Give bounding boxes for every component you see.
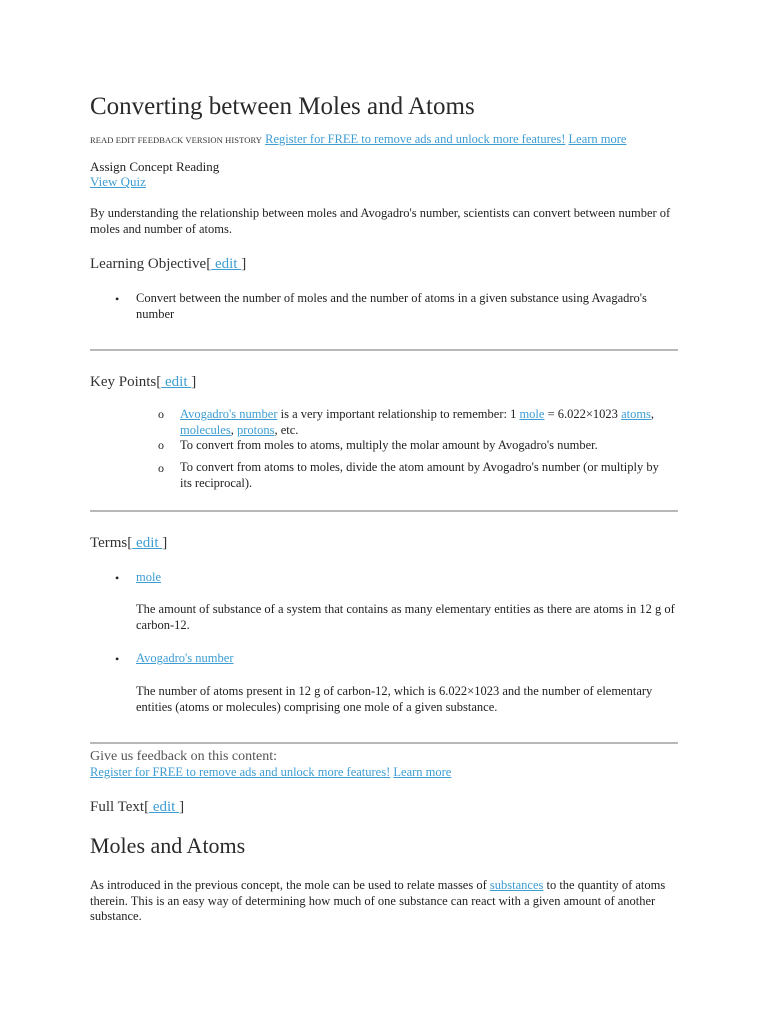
key-point-item: To convert from atoms to moles, divide the atom amount by Avogadro's number (or multiply by its reciprocal). <box>180 460 659 490</box>
mole-link[interactable]: mole <box>519 407 545 421</box>
divider <box>90 742 678 744</box>
register-link[interactable]: Register for FREE to remove ads and unlock more features! <box>265 132 566 146</box>
feedback-label: Give us feedback on this content: <box>90 749 278 764</box>
assign-concept-reading[interactable]: Assign Concept Reading <box>90 159 220 174</box>
molecules-link[interactable]: molecules <box>180 422 231 437</box>
learning-objective-item: Convert between the number of moles and the number of atoms in a given substance using Avagadro's number <box>136 291 647 321</box>
feedback-register-link[interactable]: Register for FREE to remove ads and unlock more features! <box>90 765 391 779</box>
key-point-item: To convert from moles to atoms, multiply the molar amount by Avogadro's number. <box>180 438 598 452</box>
assign-block <box>90 159 219 189</box>
page-title: Converting between Moles and Atoms <box>90 93 475 120</box>
terms-heading: Terms[ edit ] <box>90 535 168 551</box>
protons-link[interactable]: protons <box>236 422 275 437</box>
term-avogadros-number-link[interactable]: Avogadro's number <box>136 651 234 665</box>
circle-bullet-icon: o <box>158 461 164 475</box>
term-definition: The amount of substance of a system that contains as many elementary entities as there are atoms in 12 g of carbon-12. <box>136 602 675 632</box>
toolbar <box>90 131 626 148</box>
feedback-links <box>90 765 451 780</box>
view-quiz-link[interactable]: View Quiz <box>90 174 146 189</box>
divider <box>90 510 678 512</box>
intro-paragraph: By understanding the relationship between moles and Avogadro's number, scientists can convert between number of moles and number of atoms. <box>90 206 671 236</box>
key-point-item: Avogadro's number is a very important relationship to remember: 1 mole = 6.022×1023 atoms, molecules, protons, etc. <box>180 407 655 437</box>
feedback-learn-more-link[interactable]: Learn more <box>393 765 452 779</box>
substances-link[interactable]: substances <box>489 878 544 892</box>
key-points-heading: Key Points[ edit ] <box>90 374 197 390</box>
bullet-icon: • <box>115 571 120 585</box>
section-paragraph: As introduced in the previous concept, the mole can be used to relate masses of substances to the quantity of atoms therein. This is an easy way of determining how much of one substance can react with a given amount of another substance. <box>90 878 666 923</box>
avogadros-number-link[interactable]: Avogadro's number <box>180 407 278 421</box>
learn-more-link[interactable]: Learn more <box>568 132 627 146</box>
bullet-icon: • <box>115 652 120 666</box>
toolbar-actions[interactable]: READ EDIT FEEDBACK VERSION HISTORY <box>90 135 262 145</box>
full-text-edit-link[interactable]: edit <box>149 799 180 815</box>
circle-bullet-icon: o <box>158 407 164 421</box>
learning-objective-edit-link[interactable]: edit <box>211 256 242 272</box>
atoms-link[interactable]: atoms <box>621 407 651 421</box>
section-title: Moles and Atoms <box>90 833 246 858</box>
learning-objective-heading: Learning Objective[ edit ] <box>90 256 247 272</box>
circle-bullet-icon: o <box>158 438 164 452</box>
divider <box>90 349 678 351</box>
key-points-edit-link[interactable]: edit <box>161 374 192 390</box>
term-definition: The number of atoms present in 12 g of carbon-12, which is 6.022×1023 and the number of elementary entities (atoms or molecules) comprising one mole of a given substance. <box>136 684 653 714</box>
bullet-icon: • <box>115 292 120 306</box>
full-text-heading: Full Text[ edit ] <box>90 799 185 815</box>
terms-edit-link[interactable]: edit <box>132 535 163 551</box>
term-mole-link[interactable]: mole <box>136 570 161 584</box>
